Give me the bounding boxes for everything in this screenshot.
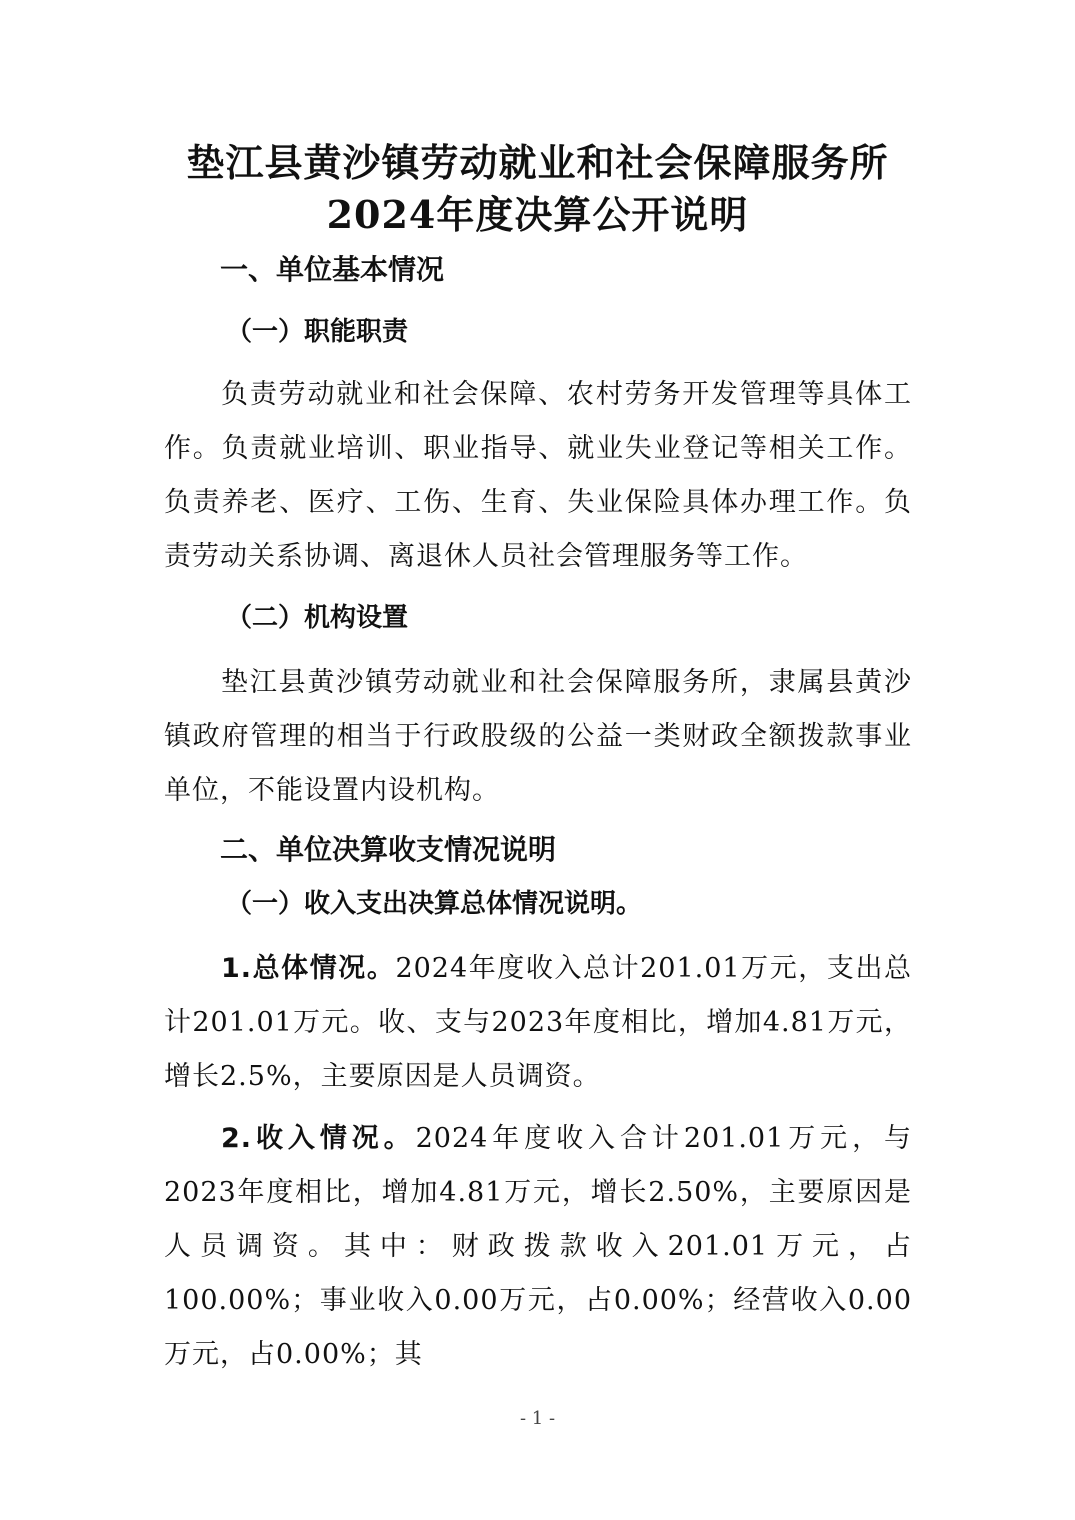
section1-sub1-paragraph: 负责劳动就业和社会保障、农村劳务开发管理等具体工作。负责就业培训、职业指导、就业失业登记等相关工作。负责养老、医疗、工伤、生育、失业保险具体办理工作。负责劳动关系协调、离退休人员社会管理服务等工作。 xyxy=(164,379,912,572)
page-number: - 1 - xyxy=(519,1408,556,1429)
section2-item2-paragraph xyxy=(164,1112,912,1382)
section1-heading: 一、单位基本情况 xyxy=(220,253,445,286)
section1-sub1-heading: （一）职能职责 xyxy=(226,317,409,347)
section2-item1-paragraph xyxy=(164,942,912,1104)
document-title-line1: 垫江县黄沙镇劳动就业和社会保障服务所 xyxy=(186,140,889,185)
section2-item1-label: 1.总体情况。 xyxy=(221,953,396,984)
section2-heading: 二、单位决算收支情况说明 xyxy=(220,833,557,866)
section2-sub1-heading: （一）收入支出决算总体情况说明。 xyxy=(226,889,643,919)
section1-sub2-paragraph: 垫江县黄沙镇劳动就业和社会保障服务所，隶属县黄沙镇政府管理的相当于行政股级的公益一类财政全额拨款事业单位，不能设置内设机构。 xyxy=(164,667,912,806)
section2-item1-text: 2024年度收入总计201.01万元，支出总计201.01万元。收、支与2023年度相比，增加4.81万元，增长2.5%，主要原因是人员调资。 xyxy=(164,953,913,1092)
section2-item2-text: 2024年度收入合计201.01万元，与2023年度相比，增加4.81万元，增长2.50%，主要原因是人员调资。其中：财政拨款收入201.01万元，占100.00%；事业收入0.00万元，占0.00%；经营收入0.00万元，占0.00%；其 xyxy=(164,1123,912,1370)
document-title-line2: 2024年度决算公开说明 xyxy=(326,192,749,237)
section1-sub2-heading: （二）机构设置 xyxy=(226,603,409,633)
section2-item2-label: 2.收入情况。 xyxy=(221,1123,416,1154)
